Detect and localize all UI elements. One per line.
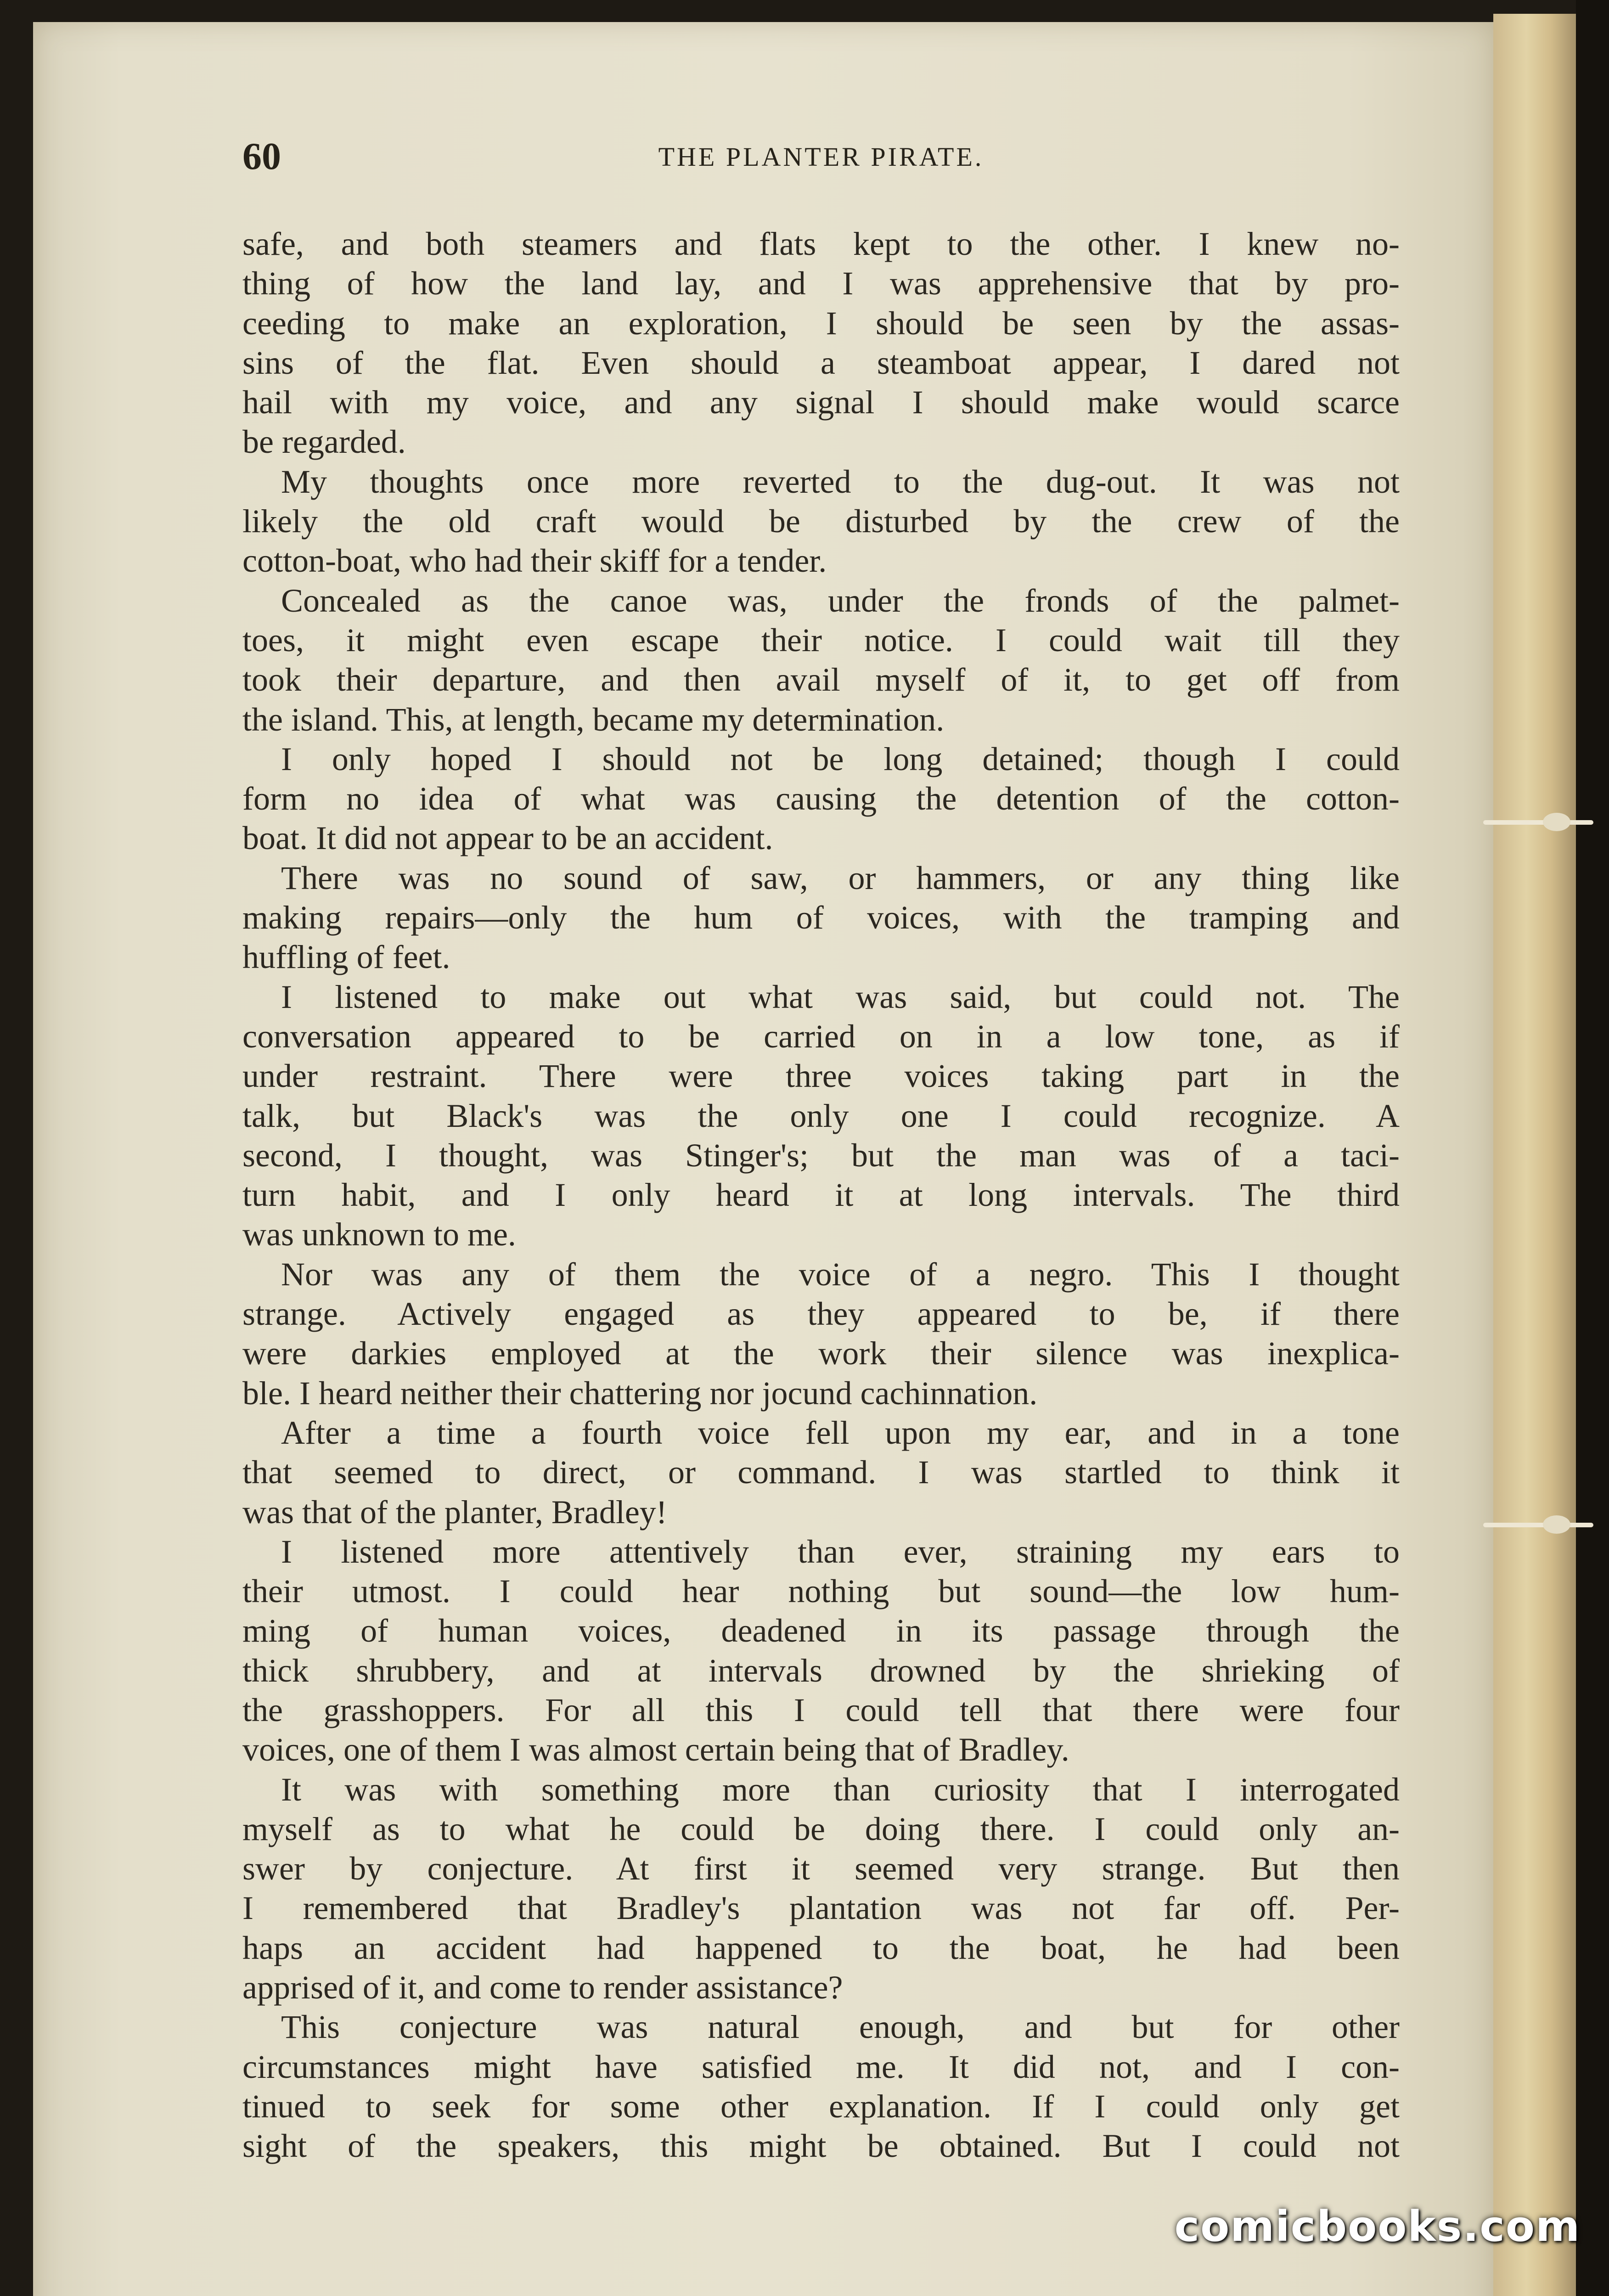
text-line: swer by conjecture. At first it seemed very strange. But then [242, 1850, 1400, 1887]
text-line: huffling of feet. [242, 939, 450, 976]
text-line: thick shrubbery, and at intervals drowned by the shrieking of [242, 1652, 1400, 1689]
text-line: be regarded. [242, 423, 406, 461]
page-edge [1493, 14, 1576, 2296]
text-line: making repairs—only the hum of voices, with the tramping and [242, 899, 1400, 936]
text-line: under restraint. There were three voices taking part in the [242, 1058, 1400, 1095]
binding-thread [1483, 1515, 1593, 1534]
text-line: Concealed as the canoe was, under the fronds of the palmet- [281, 582, 1400, 619]
text-line: voices, one of them I was almost certain being that of Bradley. [242, 1731, 1069, 1768]
text-line: the island. This, at length, became my determination. [242, 701, 945, 738]
text-line: the grasshoppers. For all this I could tell that there were four [242, 1691, 1400, 1728]
text-line: After a time a fourth voice fell upon my ear, and in a tone [281, 1414, 1400, 1451]
text-line: I listened to make out what was said, but could not. The [281, 978, 1400, 1015]
site-watermark: comicbooks.com [1174, 2202, 1581, 2251]
text-line: myself as to what he could be doing there. I could only an- [242, 1810, 1400, 1847]
text-line: ble. I heard neither their chattering nor jocund cachinnation. [242, 1374, 1038, 1412]
book-gutter [1576, 0, 1609, 2296]
text-line: form no idea of what was causing the detention of the cotton- [242, 780, 1400, 817]
binding-thread [1483, 813, 1593, 831]
text-line: hail with my voice, and any signal I should make would scarce [242, 384, 1400, 421]
binding-knot [1543, 813, 1570, 831]
text-line: were darkies employed at the work their silence was inexplica- [242, 1335, 1400, 1372]
text-line: I remembered that Bradley's plantation was not far off. Per- [242, 1890, 1400, 1927]
text-line: was unknown to me. [242, 1216, 516, 1253]
text-line: toes, it might even escape their notice. I could wait till they [242, 621, 1400, 658]
binding-knot [1543, 1515, 1570, 1534]
binding-thread-line [1483, 1523, 1593, 1527]
text-line: talk, but Black's was the only one I could recognize. A [242, 1097, 1400, 1134]
text-line: safe, and both steamers and flats kept to the other. I knew no- [242, 225, 1400, 262]
text-line: haps an accident had happened to the boat, he had been [242, 1929, 1400, 1966]
page-number: 60 [242, 135, 281, 178]
text-line: This conjecture was natural enough, and but for other [281, 2009, 1400, 2046]
text-line: sight of the speakers, this might be obtained. But I could not [242, 2127, 1400, 2165]
text-line: ceeding to make an exploration, I should be seen by the assas- [242, 304, 1400, 342]
text-line: I only hoped I should not be long detained; though I could [281, 740, 1400, 777]
text-line: ming of human voices, deadened in its passage through the [242, 1612, 1400, 1649]
body-text [242, 224, 1400, 2166]
text-line: thing of how the land lay, and I was apprehensive that by pro- [242, 265, 1400, 302]
text-line: It was with something more than curiosity that I interrogated [281, 1771, 1400, 1808]
text-line: turn habit, and I only heard it at long intervals. The third [242, 1176, 1400, 1214]
binding-thread-line [1483, 820, 1593, 825]
text-line: I listened more attentively than ever, straining my ears to [281, 1533, 1400, 1570]
running-head: THE PLANTER PIRATE. [658, 142, 984, 172]
text-line: conversation appeared to be carried on in a low tone, as if [242, 1018, 1400, 1055]
text-line: sins of the flat. Even should a steamboat appear, I dared not [242, 344, 1400, 381]
text-line: There was no sound of saw, or hammers, or any thing like [281, 859, 1400, 896]
text-line: Nor was any of them the voice of a negro. This I thought [281, 1255, 1400, 1293]
text-line: second, I thought, was Stinger's; but the man was of a taci- [242, 1137, 1400, 1174]
text-line: their utmost. I could hear nothing but sound—the low hum- [242, 1573, 1400, 1610]
text-line: circumstances might have satisfied me. It did not, and I con- [242, 2048, 1400, 2085]
text-line: cotton-boat, who had their skiff for a tender. [242, 542, 827, 580]
text-line: strange. Actively engaged as they appeared to be, if there [242, 1295, 1400, 1333]
text-line: that seemed to direct, or command. I was startled to think it [242, 1454, 1400, 1491]
text-line: boat. It did not appear to be an accident. [242, 820, 773, 857]
text-line: tinued to seek for some other explanation. If I could only get [242, 2088, 1400, 2125]
text-line: took their departure, and then avail myself of it, to get off from [242, 661, 1400, 698]
text-line: likely the old craft would be disturbed by the crew of the [242, 503, 1400, 540]
page-header [242, 134, 1400, 180]
text-line: My thoughts once more reverted to the dug-out. It was not [281, 463, 1400, 500]
text-line: apprised of it, and come to render assistance? [242, 1969, 843, 2006]
text-line: was that of the planter, Bradley! [242, 1493, 667, 1531]
